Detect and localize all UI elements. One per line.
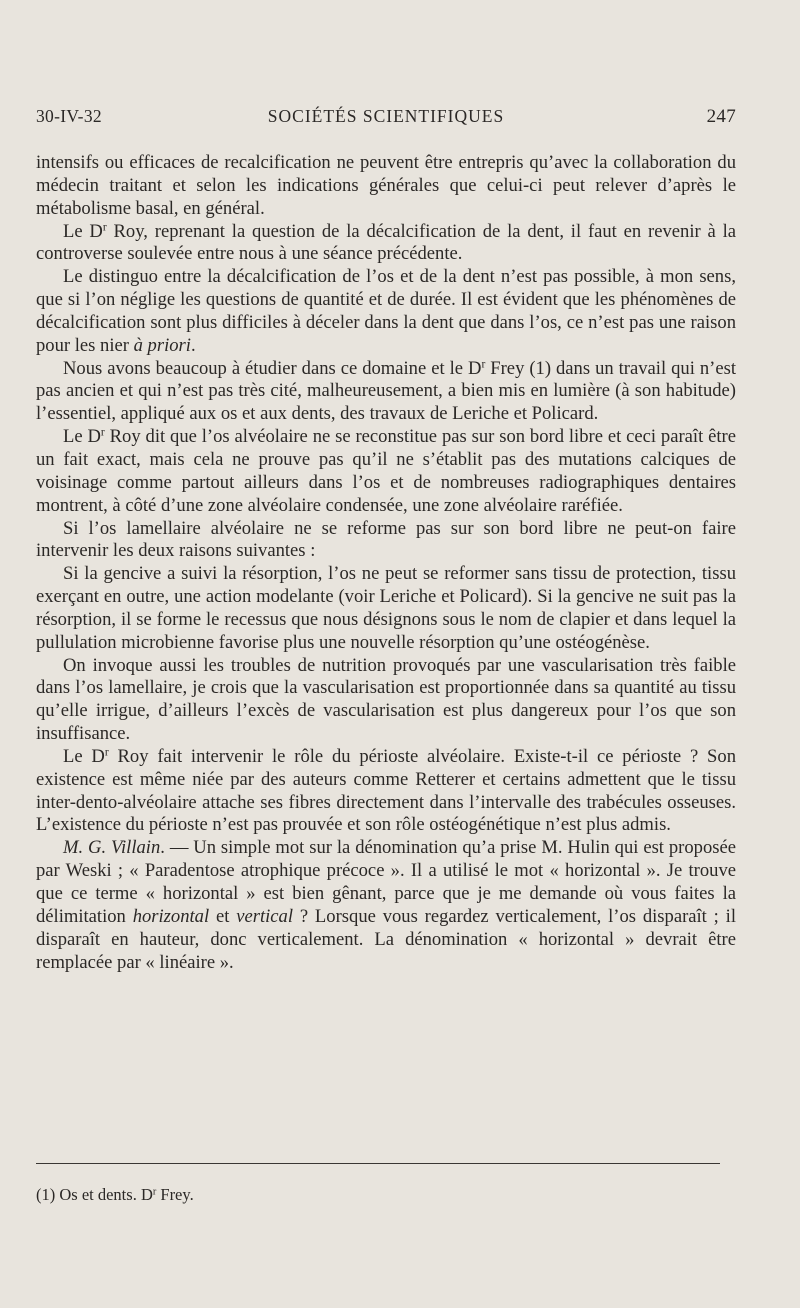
paragraph-3: Le distinguo entre la décalcification de l’os et de la dent n’est pas possible, à mon sens, que si l’on néglige les questions de quantité et de durée. Il est évident que les phénomènes de décalcification sont plus difficiles à déceler dans la dent que dans l’os, ce n’est pas une raison pour les nier à priori. xyxy=(36,266,736,356)
body-text xyxy=(36,152,736,974)
paragraph-9: Le $D^r$ Roy fait intervenir le rôle du périoste alvéolaire. Existe-t-il ce périoste ? Son existence est même niée par des auteurs comme Retterer et certains admettent que le tissu inter-dento-alvéolaire attache ses fibres directement dans l’intervalle des trabécules osseuses. L’existence du périoste n’est pas prouvée et son rôle ostéogénétique n’est plus admis. xyxy=(36,745,736,836)
paragraph-5: Le $D^r$ Roy dit que l’os alvéolaire ne se reconstitue pas sur son bord libre et ceci paraît être un fait exact, mais cela ne prouve pas qu’il ne s’établit pas des mutations calciques de voisinage comme partout ailleurs dans l’os et de nombreuses radiographiques dentaires montrent, à côté d’une zone alvéolaire condensée, une zone alvéolaire raréfiée. xyxy=(36,426,736,516)
paragraph-7: Si la gencive a suivi la résorption, l’os ne peut se reformer sans tissu de protection, tissu exerçant en outre, une action modelante (voir Leriche et Policard). Si la gencive ne suit pas la résorption, il se forme le recessus que nous désignons sous le nom de clapier et dans lequel la pullulation microbienne favorise plus une nouvelle résorption qu’une ostéogénèse. xyxy=(36,563,736,653)
paragraph-10: M. G. Villain. — Un simple mot sur la dénomination qu’a prise M. Hulin qui est proposée par Weski ; « Paradentose atrophique précoce ». Il a utilisé le mot « horizontal ». Je trouve que ce terme « horizontal » est bien gênant, parce que je me demande où vous faites la délimitation horizontal et vertical ? Lorsque vous regardez verticalement, l’os disparaît ; il disparaît en hauteur, donc verticalement. La dénomination « horizontal » devrait être remplacée par « linéaire ». xyxy=(36,837,737,973)
page-number: 247 xyxy=(706,106,736,127)
header-section-title: SOCIÉTÉS SCIENTIFIQUES xyxy=(267,106,505,126)
running-header xyxy=(36,106,736,134)
speaker-name: M. G. Villain xyxy=(63,837,161,859)
footnote-divider xyxy=(36,1163,720,1164)
footnote: (1) Os et dents. $D^r$ Frey. xyxy=(36,1185,194,1204)
paragraph-2: Le $D^r$ Roy, reprenant la question de la décalcification de la dent, il faut en revenir à la controverse soulevée entre nous à une séance précédente. xyxy=(36,220,736,265)
paragraph-8: On invoque aussi les troubles de nutrition provoqués par une vascularisation très faible dans l’os lamellaire, je crois que la vascularisation est proportionnée dans sa quantité au tissu qu’elle irrigue, d’ailleurs l’excès de vascularisation est plus dangereux pour l’os que son insuffisance. xyxy=(36,654,736,745)
header-date: 30-IV-32 xyxy=(36,106,102,126)
paragraph-1: intensifs ou efficaces de recalcification ne peuvent être entrepris qu’avec la collaboration du médecin traitant et selon les indications générales que celui-ci peut relever d’après le métabolisme basal, en général. xyxy=(36,152,736,219)
paragraph-4: Nous avons beaucoup à étudier dans ce domaine et le $D^r$ Frey (1) dans un travail qui n’est pas ancien et qui n’est pas très cité, malheureusement, a bien mis en lumière (à son habitude) l’essentiel, appliqué aux os et aux dents, des travaux de Leriche et Policard. xyxy=(36,357,736,425)
paragraph-6: Si l’os lamellaire alvéolaire ne se reforme pas sur son bord libre ne peut-on faire intervenir les deux raisons suivantes : xyxy=(36,517,736,562)
